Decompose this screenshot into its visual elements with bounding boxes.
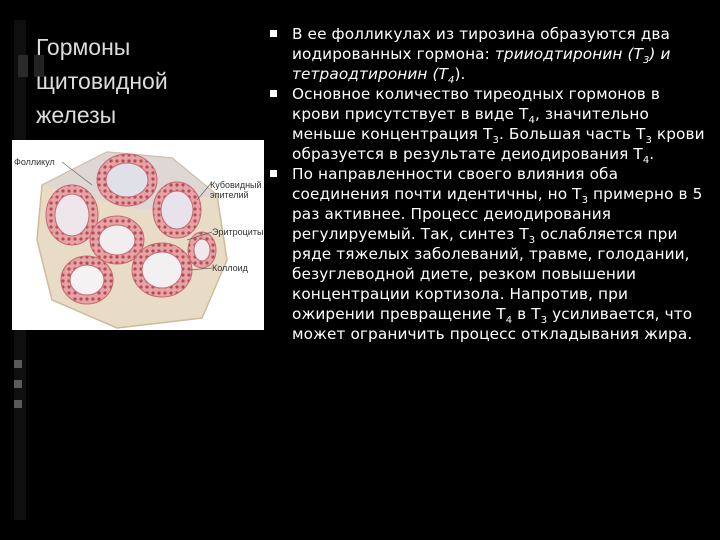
bullet-item [270, 164, 710, 344]
decorative-square [14, 360, 22, 368]
decorative-square [14, 380, 22, 388]
decorative-square [14, 400, 22, 408]
label-erythrocytes: Эритроциты [212, 227, 264, 237]
subscript: 4 [448, 75, 455, 86]
text: , значительно меньше концентрация Т [292, 105, 649, 143]
text: в Т [512, 305, 541, 323]
label-colloid: Коллоид [212, 263, 248, 273]
subscript: 3 [645, 135, 652, 146]
text: ослабляется при ряде тяжелых заболеваний, травме, голодании, безуглеводной диете, резком повышении концентрации кортизола. Напротив, при ожирении превращение Т [292, 225, 690, 323]
label-cuboidal-epithelium: Кубовидный эпителий [210, 180, 262, 200]
subscript: 3 [642, 55, 650, 66]
decorative-block [18, 55, 28, 77]
text: . Большая часть Т [499, 125, 646, 143]
subscript: 4 [528, 115, 535, 126]
subscript: 4 [642, 155, 650, 166]
bullet-square-icon [270, 170, 277, 177]
text: ). [454, 65, 466, 83]
label-follicle: Фолликул [14, 157, 55, 167]
subscript: 3 [581, 195, 589, 206]
text: ) и тетраодтиронин (Т [292, 45, 671, 83]
subscript: 3 [540, 315, 548, 326]
subscript: 3 [528, 235, 536, 246]
text: В ее фолликулах из тирозина образуются два иодированных гормона: [292, 25, 670, 63]
text: усиливается, что может ограничить процесс откладывания жира. [292, 305, 693, 343]
text: Основное количество тиреодных гормонов в крови присутствует в виде Т [292, 85, 660, 123]
subscript: 3 [492, 135, 499, 146]
bullet-item [270, 24, 710, 84]
bullet-square-icon [270, 30, 277, 37]
text: . [649, 145, 655, 163]
bullet-square-icon [270, 90, 277, 97]
text: По направленности своего влияния оба соединения почти идентичны, но Т [292, 165, 619, 203]
bullet-list [270, 24, 710, 344]
text: трииодтиронин (Т [494, 45, 643, 63]
text: крови образуется в результате деиодирования Т [292, 125, 705, 163]
slide-title: Гормоны щитовидной железы [36, 34, 168, 128]
bullet-item [270, 84, 710, 164]
text: примерно в 5 раз активнее. Процесс деиодирования регулируемый. Так, синтез Т [292, 185, 703, 243]
thyroid-follicle-diagram [12, 140, 264, 330]
subscript: 4 [505, 315, 513, 326]
